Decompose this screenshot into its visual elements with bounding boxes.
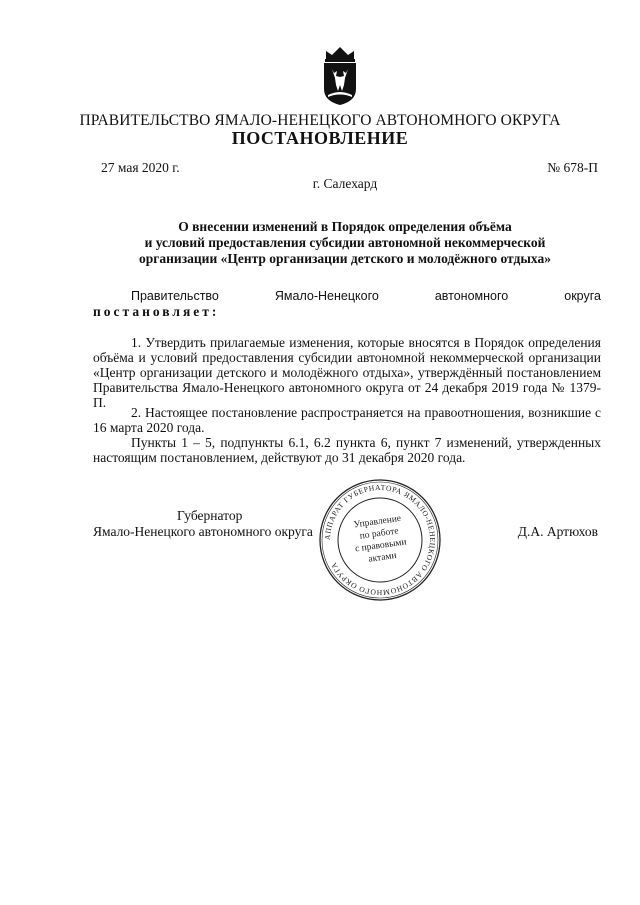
stamp-line-4: актами (367, 550, 398, 565)
subject-line-1: О внесении изменений в Порядок определения объёма (178, 219, 512, 234)
paragraph-2-text: 2. Настоящее постановление распространяется на правоотношения, возникшие с 16 марта 2020 года. (93, 405, 601, 435)
signatory-role-line-2: Ямало-Ненецкого автономного округа (93, 524, 313, 539)
official-stamp (318, 478, 442, 602)
preamble-word-3: автономного (434, 289, 509, 303)
document-date: 27 мая 2020 г. (101, 160, 180, 175)
stamp-line-2: по работе (359, 526, 400, 542)
document-city: г. Салехард (312, 176, 378, 191)
signatory-name: Д.А. Артюхов (517, 524, 598, 539)
document-number: № 678-П (547, 160, 598, 175)
coat-of-arms-icon (318, 45, 362, 107)
preamble (93, 289, 601, 319)
signatory-title (93, 508, 333, 540)
paragraph-1-text: 1. Утвердить прилагаемые изменения, которые вносятся в Порядок определения объёма и условий предоставления субсидии автономной некоммерческой организации «Центр организации детского и молодёжного отдыха», утверждённый постановлением Правительства Ямало-Ненецкого автономного округа от 24 декабря 2019 года № 1379-П. (93, 335, 601, 410)
document-type: ПОСТАНОВЛЕНИЕ (231, 128, 409, 148)
preamble-word-2: Ямало-Ненецкого (274, 289, 379, 303)
decree-word: постановляет: (93, 304, 220, 319)
government-name: ПРАВИТЕЛЬСТВО ЯМАЛО-НЕНЕЦКОГО АВТОНОМНОГО ОКРУГА (79, 112, 561, 129)
stamp-line-3: с правовыми (354, 537, 408, 555)
subject-line-2: и условий предоставления субсидии автономной некоммерческой (144, 235, 546, 250)
stamp-line-1: Управление (353, 513, 402, 531)
paragraph-3 (93, 435, 601, 465)
signatory-role-line-1: Губернатор (177, 508, 243, 523)
preamble-word-1: Правительство (131, 289, 219, 303)
paragraph-1 (93, 335, 601, 410)
paragraph-2 (93, 405, 601, 435)
subject-line-3: организации «Центр организации детского и молодёжного отдыха» (139, 251, 551, 266)
svg-text:АППАРАТ ГУБЕРНАТОРА ЯМАЛО-НЕНЕ (323, 483, 437, 597)
stamp-ring-text: АППАРАТ ГУБЕРНАТОРА ЯМАЛО-НЕНЕЦКОГО АВТОНОМНОГО ОКРУГА (322, 482, 438, 598)
document-subject (90, 219, 600, 267)
paragraph-3-text: Пункты 1 – 5, подпункты 6.1, 6.2 пункта 6, пункт 7 изменений, утвержденных настоящим постановлением, действуют до 31 декабря 2020 года. (93, 435, 601, 465)
preamble-word-4: округа (564, 289, 601, 303)
